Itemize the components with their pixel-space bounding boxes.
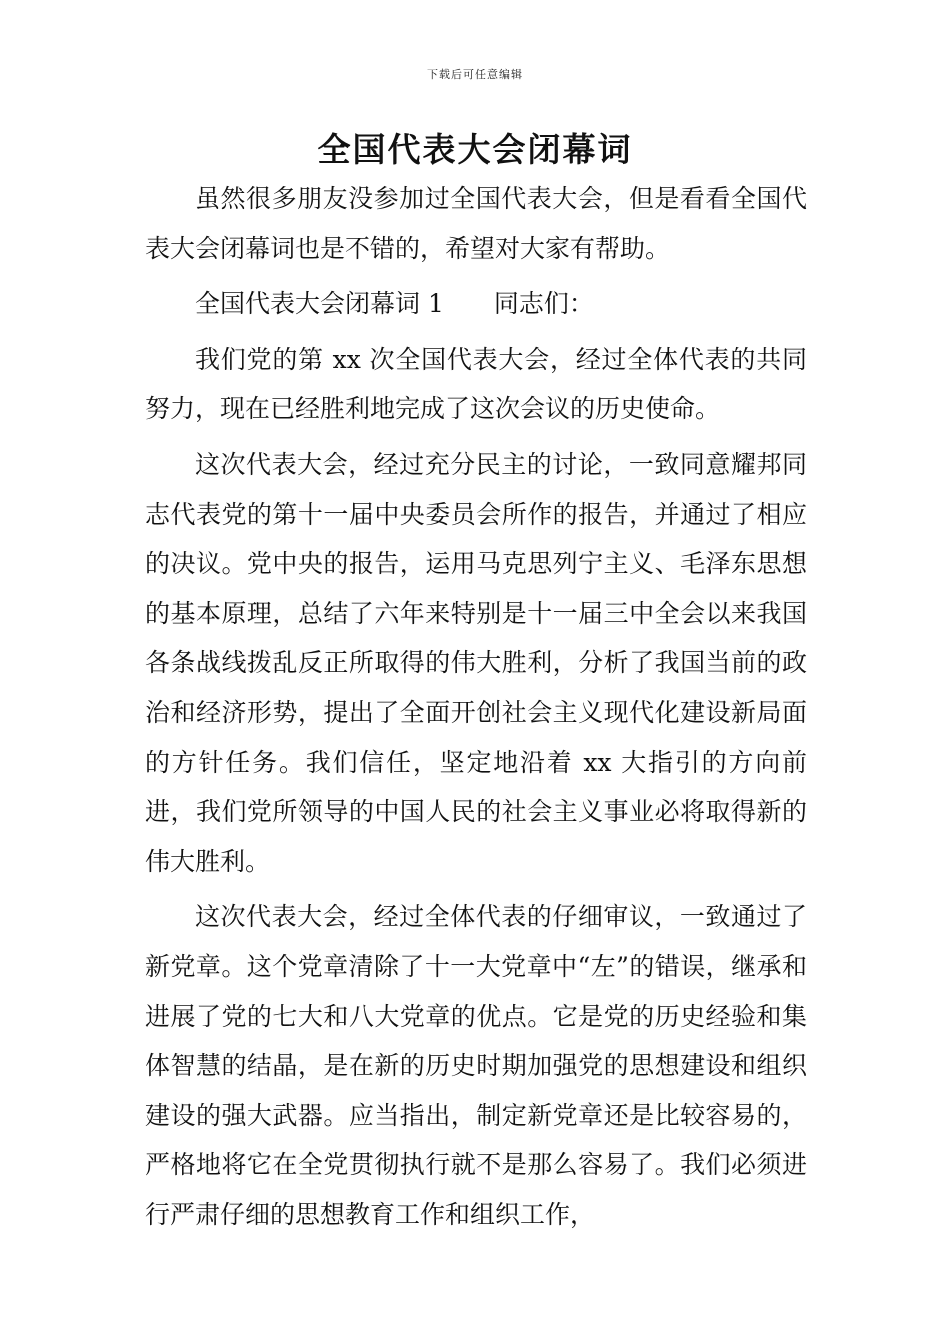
body-paragraph-2: 这次代表大会，经过充分民主的讨论，一致同意耀邦同志代表党的第十一届中央委员会所作的报告，并通过了相应的决议。党中央的报告，运用马克思列宁主义、毛泽东思想的基本原理，总结了六年来特别是十一届三中全会以来我国各条战线拨乱反正所取得的伟大胜利，分析了我国当前的政治和经济形势，提出了全面开创社会主义现代化建设新局面的方针任务。我们信任，坚定地沿着 xx 大指引的方向前进，我们党所领导的中国人民的社会主义事业必将取得新的伟大胜利。 xyxy=(145,449,807,876)
salutation: 同志们： xyxy=(493,289,594,319)
document-body xyxy=(145,174,807,1239)
body-paragraph-3: 这次代表大会，经过全体代表的仔细审议，一致通过了新党章。这个党章清除了十一大党章中“左”的错误，继承和进展了党的七大和八大党章的优点。它是党的历史经验和集体智慧的结晶，是在新的历史时期加强党的思想建设和组织建设的强大武器。应当指出，制定新党章还是比较容易的，严格地将它在全党贯彻执行就不是那么容易了。我们必须进行严肃仔细的思想教育工作和组织工作， xyxy=(145,902,807,1229)
section-heading-line xyxy=(145,279,807,329)
intro-paragraph: 虽然很多朋友没参加过全国代表大会，但是看看全国代表大会闭幕词也是不错的，希望对大家有帮助。 xyxy=(145,184,807,263)
document-title: 全国代表大会闭幕词 xyxy=(317,130,633,169)
section-heading: 全国代表大会闭幕词 1 xyxy=(195,289,444,319)
body-paragraph-1: 我们党的第 xx 次全国代表大会，经过全体代表的共同努力，现在已经胜利地完成了这次会议的历史使命。 xyxy=(145,344,807,424)
header-note: 下载后可任意编辑 xyxy=(427,68,523,81)
